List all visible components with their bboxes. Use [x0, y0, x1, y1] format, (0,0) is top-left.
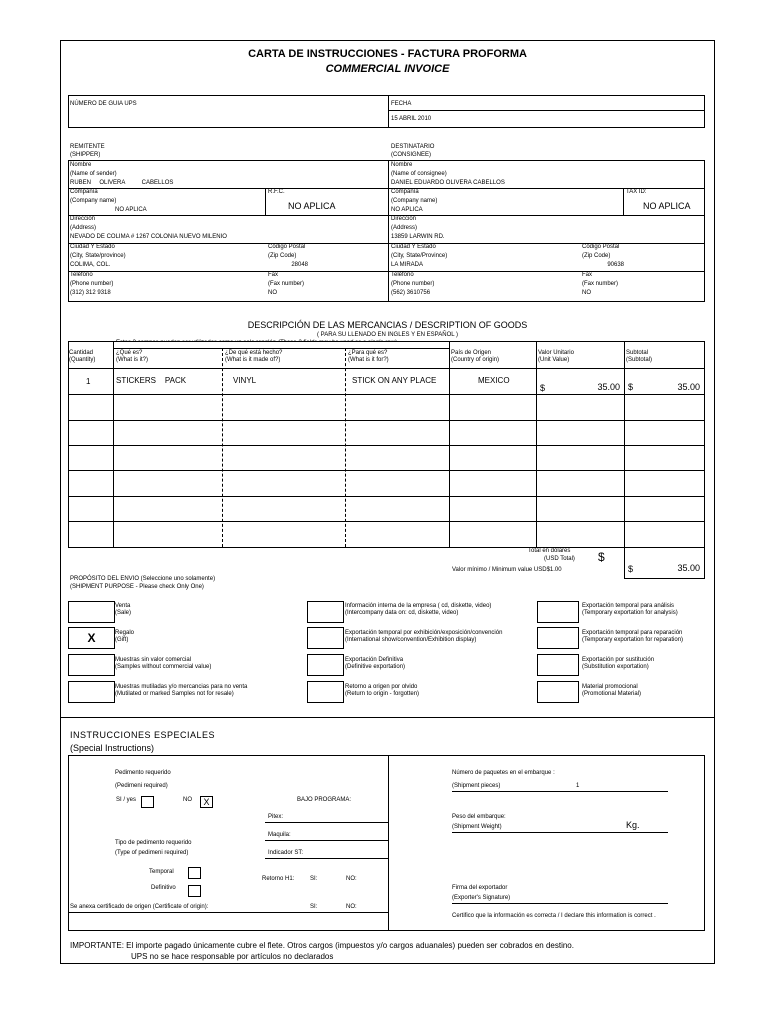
consignee-heading-en: (CONSIGNEE) [391, 152, 432, 158]
definitivo-checkbox[interactable] [188, 885, 201, 897]
weight-field[interactable] [452, 832, 668, 833]
total-value-field[interactable]: 35.00 [677, 563, 700, 573]
shipper-name-label-en: (Name of sender) [70, 171, 117, 177]
purpose-label-return: Retorno a origen por olvido (Return to origin - forgotten) [345, 684, 420, 697]
shipper-heading: REMITENTE [70, 144, 105, 150]
shipper-city-label: Ciudad Y Estado [70, 244, 115, 250]
ups-number-label: NÚMERO DE GUIA UPS [70, 101, 137, 107]
shipper-zip-field[interactable]: 28048 [291, 262, 308, 268]
row-for-cell[interactable]: STICK ON ANY PLACE [352, 376, 437, 385]
purpose-label-exhibition: Exportación temporal por exhibición/exposición/convención (International show/convention/Exhibition display) [345, 630, 503, 643]
consignee-phone-field[interactable]: (562) 3610756 [391, 290, 431, 296]
consignee-company-label: Compañía [391, 189, 419, 195]
purpose-checkbox-sale[interactable] [68, 601, 115, 623]
col-qty-header: Cantidad (Quantity) [69, 350, 96, 363]
consignee-company-label-en: (Company name) [391, 198, 438, 204]
shipper-phone-label-en: (Phone number) [70, 281, 114, 287]
tax-id-label: TAX ID: [626, 189, 647, 195]
shipper-phone-label: Teléfono [70, 272, 93, 278]
signature-field[interactable] [452, 903, 668, 904]
row-what-cell[interactable]: STICKERS PACK [116, 376, 187, 385]
purpose-label-analysis: Exportación temporal para análisis (Temporary exportation for analysis) [582, 603, 678, 616]
col-for-header: ¿Para qué es? (What is it for?) [348, 350, 389, 363]
purpose-heading-en: (SHIPMENT PURPOSE - Please check Only One) [70, 584, 204, 590]
total-value-currency: $ [628, 564, 634, 574]
purpose-checkbox-return[interactable] [307, 681, 344, 703]
date-field[interactable]: 15 ABRIL 2010 [391, 116, 432, 122]
si-yes-label: SI / yes [116, 797, 137, 803]
consignee-zip-label: Código Postal [582, 244, 620, 250]
row-sub-cell[interactable]: 35.00 [677, 382, 700, 392]
special-heading-en: (Special Instructions) [70, 743, 155, 753]
row-made-cell[interactable]: VINYL [233, 376, 257, 385]
consignee-zip-field[interactable]: 90638 [607, 262, 624, 268]
shipper-address-label: Dirección [70, 216, 96, 222]
shipper-fax-label: Fax [268, 272, 279, 278]
consignee-phone-label-en: (Phone number) [391, 281, 435, 287]
col-sub-header: Subtotal (Subtotal) [626, 350, 653, 363]
shipper-name-field[interactable]: RUBEN OLIVERA CABELLOS [70, 180, 174, 186]
purpose-checkbox-samples[interactable] [68, 654, 115, 676]
purpose-label-gift: Regalo (Gift) [115, 630, 135, 643]
purpose-checkbox-reparation[interactable] [537, 627, 579, 649]
consignee-city-label-en: (City, State/Province) [391, 253, 448, 259]
consignee-city-field[interactable]: LA MIRADA [391, 262, 424, 268]
signature-label-en: (Exporter's Signature) [452, 895, 511, 901]
purpose-label-sale: Venta (Sale) [115, 603, 132, 616]
consignee-company-field[interactable]: NO APLICA [391, 207, 423, 213]
purpose-label-substitution: Exportación por sustitución (Substitution exportation) [582, 657, 655, 670]
shipper-zip-label-en: (Zip Code) [268, 253, 297, 259]
shipper-address-label-en: (Address) [70, 225, 97, 231]
shipper-phone-field[interactable]: (312) 312 9318 [70, 290, 111, 296]
pitex-label: Pitex: [268, 814, 284, 820]
signature-label: Firma del exportador [452, 885, 508, 891]
certificado-no-label: NO: [346, 904, 357, 910]
maquila-label: Maquila: [268, 832, 291, 838]
purpose-checkbox-exhibition[interactable] [307, 627, 344, 649]
col-origin-header: País de Origen (Country of origin) [451, 350, 500, 363]
total-label: Total en dólares [528, 548, 571, 554]
purpose-checkbox-intercompany[interactable] [307, 601, 344, 623]
indicador-field[interactable] [265, 858, 388, 859]
purpose-label-reparation: Exportación temporal para reparación (Temporary exportation for reparation) [582, 630, 684, 643]
maquila-field[interactable] [265, 840, 388, 841]
packages-field[interactable]: 1 [576, 783, 580, 789]
indicador-label: Indicador ST: [268, 850, 304, 856]
temporal-label: Temporal [149, 869, 174, 875]
goods-subheading: ( PARA SU LLENADO EN INGLES Y EN ESPAÑOL ) [316, 332, 459, 338]
packages-label: Número de paquetes en el embarque : [452, 770, 555, 776]
col-what-header: ¿Qué es? (What is it?) [116, 350, 149, 363]
purpose-label-definitive: Exportación Definitiva (Definitive exportation) [345, 657, 406, 670]
total-label-en: (USD Total) [544, 556, 575, 562]
consignee-address-label: Dirección [391, 216, 417, 222]
total-currency-sign: $ [598, 550, 605, 564]
rfc-label: R.F.C. [268, 189, 285, 195]
shipper-heading-en: (SHIPPER) [70, 152, 101, 158]
purpose-checkbox-substitution[interactable] [537, 654, 579, 676]
ups-number-field[interactable] [150, 101, 380, 109]
ups-date-box [68, 95, 705, 128]
special-heading: INSTRUCCIONES ESPECIALES [70, 730, 216, 740]
weight-unit: Kg. [626, 820, 640, 830]
page-title: CARTA DE INSTRUCCIONES - FACTURA PROFORMA [248, 48, 527, 60]
col-unit-header: Valor Unitario (Unit Value) [538, 350, 574, 363]
shipper-company-field[interactable]: NO APLICA [115, 207, 147, 213]
bajo-programa-label: BAJO PROGRAMA: [297, 797, 352, 803]
weight-label: Peso del embarque: [452, 814, 506, 820]
shipper-city-label-en: (City, State/province) [70, 253, 126, 259]
consignee-fax-label-en: (Fax number) [582, 281, 619, 287]
shipper-company-label: Compañía [70, 189, 98, 195]
consignee-name-label-en: (Name of consignee) [391, 171, 447, 177]
shipper-zip-label: Código Postal [268, 244, 306, 250]
purpose-checkbox-definitive[interactable] [307, 654, 344, 676]
consignee-zip-label-en: (Zip Code) [582, 253, 611, 259]
purpose-heading: PROPÓSITO DEL ENVIO (Seleccione uno solamente) [70, 576, 216, 582]
certify-statement: Certifico que la información es correcta / I declare this information is correct . [452, 913, 656, 919]
temporal-checkbox[interactable] [188, 867, 201, 879]
tipo-pedimento-label: Tipo de pedimento requerido [115, 840, 192, 846]
row-qty-cell[interactable]: 1 [86, 377, 91, 386]
purpose-checkbox-gift[interactable]: X [68, 627, 115, 649]
consignee-address-label-en: (Address) [391, 225, 418, 231]
definitivo-label: Definitivo [151, 885, 176, 891]
shipper-company-label-en: (Company name) [70, 198, 117, 204]
purpose-checkbox-promotional[interactable] [537, 681, 579, 703]
weight-label-en: (Shipment Weight) [452, 824, 502, 830]
consignee-city-label: Ciudad Y Estado [391, 244, 436, 250]
consignee-fax-field[interactable]: NO [582, 290, 591, 296]
rfc-field[interactable]: NO APLICA [288, 201, 336, 211]
shipper-address-field[interactable]: NEVADO DE COLIMA # 1267 COLONIA NUEVO MILENIO [70, 234, 227, 240]
tipo-pedimento-label-en: (Type of pedimeni required) [115, 850, 189, 856]
consignee-address-field[interactable]: 13859 LARWIN RD. [391, 234, 445, 240]
retorno-label: Retorno H1: [262, 876, 295, 882]
pitex-field[interactable] [265, 822, 388, 823]
tax-id-field[interactable]: NO APLICA [643, 201, 691, 211]
retorno-no-label: NO: [346, 876, 357, 882]
purpose-label-samples: Muestras sin valor comercial (Samples without commercial value) [115, 657, 212, 670]
packages-label-en: (Shipment pieces) [452, 783, 501, 789]
pedimento-no-checkbox[interactable]: X [200, 796, 213, 808]
purpose-checkbox-analysis[interactable] [537, 601, 579, 623]
consignee-name-field[interactable]: DANIEL EDUARDO OLIVERA CABELLOS [391, 180, 505, 186]
shipper-fax-field[interactable]: NO [268, 290, 277, 296]
row-unit-currency: $ [540, 383, 546, 393]
minimum-value-label: Valor mínimo / Minimum value USD$1.00 [452, 567, 562, 573]
pedimento-yes-checkbox[interactable] [141, 796, 154, 808]
consignee-heading: DESTINATARIO [391, 144, 435, 150]
col-made-header: ¿De qué está hecho? (What is it made of?) [225, 350, 283, 363]
row-sub-currency: $ [628, 382, 634, 392]
date-label: FECHA [391, 101, 412, 107]
consignee-name-label: Nombre [391, 162, 413, 168]
shipper-fax-label-en: (Fax number) [268, 281, 305, 287]
shipper-city-field[interactable]: COLIMA, COL. [70, 262, 111, 268]
retorno-si-label: SI: [310, 876, 318, 882]
consignee-phone-label: Teléfono [391, 272, 414, 278]
page-subtitle: COMMERCIAL INVOICE [325, 63, 450, 75]
purpose-label-intercompany: Información interna de la empresa ( cd, diskette, video) (Intercompany data on: cd, diskette, video) [345, 603, 492, 616]
no-label: NO [183, 797, 192, 803]
pedimento-label: Pedimento requerido [115, 770, 171, 776]
row-origin-cell[interactable]: MEXICO [478, 376, 510, 385]
purpose-checkbox-mutilated[interactable] [68, 681, 115, 703]
shipper-name-label: Nombre [70, 162, 92, 168]
goods-heading: DESCRIPCIÓN DE LAS MERCANCIAS / DESCRIPTION OF GOODS [247, 320, 528, 330]
certificado-label: Se anexa certificado de origen (Certificate of origin): [70, 904, 209, 910]
row-unit-cell[interactable]: 35.00 [597, 382, 620, 392]
purpose-label-mutilated: Muestras mutiladas y/o mercancias para no venta (Mutilated or marked Samples not for resale) [115, 684, 248, 697]
consignee-fax-label: Fax [582, 272, 593, 278]
purpose-label-promotional: Material promocional (Promotional Material) [582, 684, 642, 697]
pedimento-label-en: (Pedimeni required) [115, 783, 168, 789]
disclaimer-notice: UPS no se hace responsable por artículos no declarados [131, 952, 334, 961]
important-notice: IMPORTANTE: El importe pagado únicamente cubre el flete. Otros cargos (impuestos y/o cargos aduanales) pueden ser cobrados en destino. [70, 941, 574, 950]
certificado-si-label: SI: [310, 904, 318, 910]
